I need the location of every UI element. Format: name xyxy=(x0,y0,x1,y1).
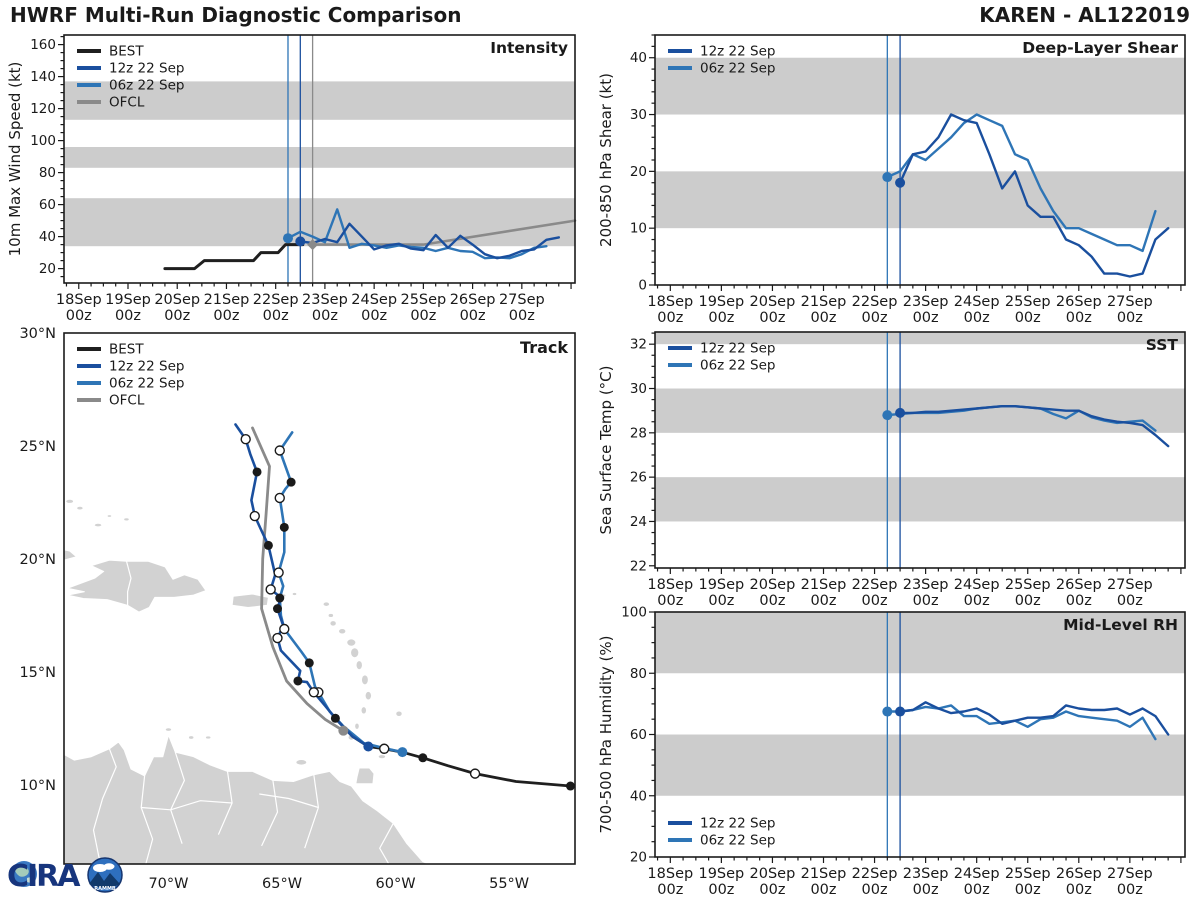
y-tick-label: 26 xyxy=(629,469,647,486)
x-tick-day-label: 22Sep xyxy=(851,577,898,593)
open-track-marker xyxy=(275,493,284,502)
x-tick-day-label: 23Sep xyxy=(902,866,949,882)
island xyxy=(77,507,82,510)
x-tick-hour-label: 00z xyxy=(410,308,437,324)
island xyxy=(189,736,194,739)
intensity-panel-title: Intensity xyxy=(490,39,568,57)
x-tick-hour-label: 00z xyxy=(810,882,837,898)
x-tick-hour-label: 00z xyxy=(810,310,837,326)
start-marker-run06 xyxy=(882,172,892,182)
x-tick-hour-label: 00z xyxy=(1116,593,1143,609)
x-tick-day-label: 23Sep xyxy=(902,294,949,310)
start-marker-run06 xyxy=(283,233,293,243)
start-marker-run12 xyxy=(895,178,905,188)
x-tick-hour-label: 00z xyxy=(657,310,684,326)
legend-label-run12: 12z 22 Sep xyxy=(700,43,776,60)
x-tick-hour-label: 00z xyxy=(912,882,939,898)
start-marker-run12 xyxy=(895,408,905,418)
x-tick-hour-label: 00z xyxy=(262,308,289,324)
filled-track-marker xyxy=(253,467,262,476)
legend-label-run06: 06z 22 Sep xyxy=(700,60,776,77)
open-track-marker xyxy=(380,744,389,753)
start-marker-run06 xyxy=(882,707,892,717)
shaded-band xyxy=(64,147,575,168)
x-tick-hour-label: 00z xyxy=(1116,882,1143,898)
y-tick-label: 100 xyxy=(621,604,647,621)
y-tick-label: 32 xyxy=(629,336,647,353)
x-tick-hour-label: 00z xyxy=(963,310,990,326)
x-tick-hour-label: 00z xyxy=(708,593,735,609)
open-track-marker xyxy=(275,446,284,455)
x-tick-day-label: 26Sep xyxy=(1055,294,1102,310)
start-marker-run12 xyxy=(295,236,305,246)
y-tick-label: 28 xyxy=(629,425,647,442)
lat-tick-label: 30°N xyxy=(19,326,56,342)
forecast-start-marker xyxy=(363,742,373,752)
rammb-badge-icon xyxy=(88,858,122,892)
lat-tick-label: 25°N xyxy=(19,438,56,455)
x-tick-hour-label: 00z xyxy=(759,310,786,326)
intensity-y-axis-label: 10m Max Wind Speed (kt) xyxy=(6,61,24,257)
legend-label-run12: 12z 22 Sep xyxy=(700,815,776,832)
rammb-wordmark: RAMMB xyxy=(94,886,116,892)
x-tick-day-label: 21Sep xyxy=(800,294,847,310)
x-tick-day-label: 21Sep xyxy=(800,577,847,593)
rammb-cloud-icon-2 xyxy=(104,863,115,869)
x-tick-hour-label: 00z xyxy=(361,308,388,324)
x-tick-day-label: 18Sep xyxy=(647,577,694,593)
x-tick-day-label: 23Sep xyxy=(902,577,949,593)
y-tick-label: 60 xyxy=(38,197,56,214)
x-tick-hour-label: 00z xyxy=(1014,593,1041,609)
filled-track-marker xyxy=(275,594,284,603)
x-tick-day-label: 25Sep xyxy=(400,292,447,308)
x-tick-day-label: 20Sep xyxy=(749,866,796,882)
filled-track-marker xyxy=(331,714,340,723)
island xyxy=(330,621,335,626)
y-tick-label: 80 xyxy=(629,665,647,682)
x-tick-hour-label: 00z xyxy=(459,308,486,324)
x-tick-hour-label: 00z xyxy=(861,593,888,609)
sst-y-axis-label: Sea Surface Temp (°C) xyxy=(597,365,615,535)
y-tick-label: 22 xyxy=(629,558,647,575)
y-tick-label: 24 xyxy=(629,513,647,530)
island xyxy=(351,648,358,657)
y-tick-label: 30 xyxy=(629,381,647,398)
y-tick-label: 10 xyxy=(629,220,647,237)
legend-label-run12: 12z 22 Sep xyxy=(700,340,776,357)
x-tick-day-label: 20Sep xyxy=(154,292,201,308)
x-tick-day-label: 25Sep xyxy=(1004,866,1051,882)
island xyxy=(362,707,367,713)
island xyxy=(66,500,73,503)
x-tick-hour-label: 00z xyxy=(759,593,786,609)
x-tick-hour-label: 00z xyxy=(759,882,786,898)
island xyxy=(293,593,297,595)
legend-label-run06: 06z 22 Sep xyxy=(700,832,776,849)
filled-track-marker xyxy=(287,478,296,487)
rh-y-axis-label: 700-500 hPa Humidity (%) xyxy=(597,635,615,834)
shear-panel-title: Deep-Layer Shear xyxy=(1022,39,1178,57)
x-tick-hour-label: 00z xyxy=(1116,310,1143,326)
island xyxy=(357,661,362,669)
island xyxy=(166,728,171,731)
island xyxy=(124,518,129,520)
filled-track-marker xyxy=(280,523,289,532)
x-tick-day-label: 26Sep xyxy=(1055,577,1102,593)
island xyxy=(206,736,211,738)
shaded-band xyxy=(655,477,1185,521)
filled-track-marker xyxy=(305,658,314,667)
open-track-marker xyxy=(309,688,318,697)
landmass xyxy=(356,768,374,784)
shear-y-axis-label: 200-850 hPa Shear (kt) xyxy=(597,73,615,247)
x-tick-day-label: 27Sep xyxy=(498,292,545,308)
island xyxy=(347,639,355,645)
x-tick-hour-label: 00z xyxy=(1014,882,1041,898)
x-tick-hour-label: 00z xyxy=(65,308,92,324)
filled-track-marker xyxy=(566,782,575,791)
rh-panel-title: Mid-Level RH xyxy=(1063,616,1178,634)
x-tick-day-label: 25Sep xyxy=(1004,577,1051,593)
legend-label-run06: 06z 22 Sep xyxy=(700,357,776,374)
y-tick-label: 140 xyxy=(30,69,56,86)
island xyxy=(396,711,401,716)
legend-label-best: BEST xyxy=(109,341,144,358)
legend-label-run12: 12z 22 Sep xyxy=(109,60,185,77)
lon-tick-label: 65°W xyxy=(262,876,303,892)
x-tick-day-label: 20Sep xyxy=(749,577,796,593)
open-track-marker xyxy=(280,625,289,634)
open-track-marker xyxy=(250,512,259,521)
legend-label-ofcl: OFCL xyxy=(109,392,145,409)
x-tick-hour-label: 00z xyxy=(657,882,684,898)
open-track-marker xyxy=(266,585,275,594)
start-marker-run12 xyxy=(895,707,905,717)
open-track-marker xyxy=(241,435,250,444)
x-tick-hour-label: 00z xyxy=(114,308,142,324)
y-tick-label: 100 xyxy=(30,133,56,150)
island xyxy=(296,760,306,765)
island xyxy=(362,675,368,684)
x-tick-day-label: 27Sep xyxy=(1106,294,1153,310)
x-tick-hour-label: 00z xyxy=(861,882,888,898)
cira-rammb-logo xyxy=(7,858,122,894)
legend-label-ofcl: OFCL xyxy=(109,94,145,111)
y-tick-label: 30 xyxy=(629,107,647,124)
x-tick-hour-label: 00z xyxy=(1014,310,1041,326)
figure-title: HWRF Multi-Run Diagnostic Comparison xyxy=(10,3,462,27)
filled-track-marker xyxy=(418,753,427,762)
y-tick-label: 80 xyxy=(38,165,56,182)
x-tick-day-label: 27Sep xyxy=(1106,577,1153,593)
x-tick-day-label: 24Sep xyxy=(953,577,1000,593)
island xyxy=(379,755,385,758)
island xyxy=(95,524,101,527)
x-tick-hour-label: 00z xyxy=(1065,310,1092,326)
x-tick-day-label: 25Sep xyxy=(1004,294,1051,310)
x-tick-hour-label: 00z xyxy=(164,308,191,324)
x-tick-day-label: 21Sep xyxy=(800,866,847,882)
x-tick-day-label: 26Sep xyxy=(449,292,496,308)
x-tick-day-label: 19Sep xyxy=(105,292,151,308)
x-tick-hour-label: 00z xyxy=(508,308,535,324)
x-tick-day-label: 24Sep xyxy=(351,292,398,308)
y-tick-label: 120 xyxy=(30,101,56,118)
x-tick-day-label: 22Sep xyxy=(851,294,898,310)
y-tick-label: 40 xyxy=(629,50,647,67)
x-tick-hour-label: 00z xyxy=(1065,593,1092,609)
x-tick-day-label: 24Sep xyxy=(953,866,1000,882)
lon-tick-label: 60°W xyxy=(375,876,416,892)
legend-label-run06: 06z 22 Sep xyxy=(109,77,185,94)
island xyxy=(339,629,345,634)
sst-panel-title: SST xyxy=(1145,336,1178,354)
lat-tick-label: 10°N xyxy=(19,777,56,794)
island xyxy=(108,515,112,517)
shaded-band xyxy=(655,171,1185,228)
x-tick-hour-label: 00z xyxy=(810,593,837,609)
storm-title: KAREN - AL122019 xyxy=(979,3,1190,27)
lon-tick-label: 55°W xyxy=(489,876,530,892)
x-tick-hour-label: 00z xyxy=(657,593,684,609)
y-tick-label: 20 xyxy=(629,849,647,866)
x-tick-day-label: 19Sep xyxy=(698,577,745,593)
forecast-start-marker xyxy=(338,726,348,736)
forecast-start-marker xyxy=(397,747,407,757)
x-tick-hour-label: 00z xyxy=(708,882,735,898)
x-tick-hour-label: 00z xyxy=(861,310,888,326)
lat-tick-label: 15°N xyxy=(19,664,56,681)
x-tick-hour-label: 00z xyxy=(912,593,939,609)
x-tick-day-label: 19Sep xyxy=(698,866,745,882)
x-tick-day-label: 26Sep xyxy=(1055,866,1102,882)
x-tick-day-label: 19Sep xyxy=(698,294,745,310)
filled-track-marker xyxy=(273,604,282,613)
legend-label-best: BEST xyxy=(109,43,144,60)
x-tick-day-label: 24Sep xyxy=(953,294,1000,310)
island xyxy=(355,723,359,728)
x-tick-day-label: 20Sep xyxy=(749,294,796,310)
lat-tick-label: 20°N xyxy=(19,551,56,568)
y-tick-label: 160 xyxy=(30,37,56,54)
shaded-band xyxy=(655,389,1185,433)
open-track-marker xyxy=(471,769,480,778)
x-tick-hour-label: 00z xyxy=(912,310,939,326)
y-tick-label: 40 xyxy=(629,788,647,805)
x-tick-day-label: 18Sep xyxy=(647,866,694,882)
x-tick-day-label: 18Sep xyxy=(647,294,694,310)
island xyxy=(329,614,334,617)
x-tick-hour-label: 00z xyxy=(963,593,990,609)
y-tick-label: 20 xyxy=(629,163,647,180)
x-tick-hour-label: 00z xyxy=(708,310,735,326)
island xyxy=(366,692,371,700)
start-marker-run06 xyxy=(882,410,892,420)
x-tick-day-label: 22Sep xyxy=(252,292,299,308)
open-track-marker xyxy=(273,634,282,643)
x-tick-hour-label: 00z xyxy=(213,308,240,324)
y-tick-label: 20 xyxy=(38,261,56,278)
x-tick-hour-label: 00z xyxy=(963,882,990,898)
shaded-band xyxy=(655,735,1185,796)
y-tick-label: 60 xyxy=(629,727,647,743)
x-tick-day-label: 23Sep xyxy=(302,292,348,308)
track-panel-title: Track xyxy=(520,338,568,357)
filled-track-marker xyxy=(264,541,273,550)
lon-tick-label: 70°W xyxy=(148,876,189,892)
island xyxy=(324,602,329,606)
legend-label-run06: 06z 22 Sep xyxy=(109,375,185,392)
x-tick-hour-label: 00z xyxy=(1065,882,1092,898)
legend-label-run12: 12z 22 Sep xyxy=(109,358,185,375)
filled-track-marker xyxy=(293,676,302,685)
y-tick-label: 0 xyxy=(638,277,647,294)
x-tick-day-label: 27Sep xyxy=(1106,866,1153,882)
y-tick-label: 40 xyxy=(38,229,56,246)
cira-wordmark: CIRA xyxy=(7,859,79,894)
x-tick-day-label: 21Sep xyxy=(203,292,250,308)
open-track-marker xyxy=(274,568,283,577)
x-tick-day-label: 18Sep xyxy=(55,292,102,308)
x-tick-day-label: 22Sep xyxy=(851,866,898,882)
x-tick-hour-label: 00z xyxy=(311,308,338,324)
